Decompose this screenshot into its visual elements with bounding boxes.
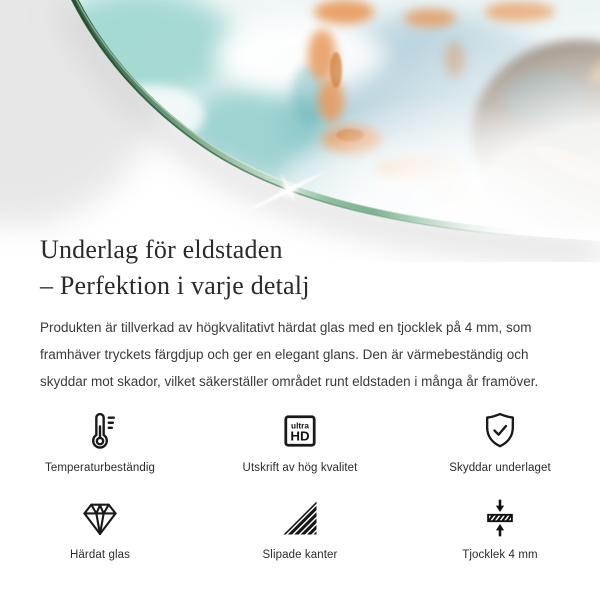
feature-temperature [0, 407, 200, 474]
feature-label: Skyddar underlaget [449, 462, 551, 474]
feature-protects [400, 407, 600, 474]
thermometer-icon [78, 407, 122, 453]
page-title [40, 232, 562, 304]
feature-thickness [400, 494, 600, 561]
feature-polished-edges [200, 494, 400, 561]
ultra-hd-icon [278, 407, 322, 453]
feature-label: Härdat glas [70, 549, 130, 561]
features-grid [0, 407, 600, 561]
feature-print-quality [200, 407, 400, 474]
page-title-line2: – Perfektion i varje detalj [40, 271, 310, 300]
feature-label: Slipade kanter [262, 549, 338, 561]
feature-label: Temperaturbeständig [45, 462, 155, 474]
feature-tempered-glass [0, 494, 200, 561]
ultra-hd-icon-text-bottom: HD [290, 428, 310, 444]
page-title-line1: Underlag för eldstaden [40, 235, 283, 264]
thickness-icon [478, 494, 522, 540]
diamond-icon [78, 494, 122, 540]
feature-label: Utskrift av hög kvalitet [242, 462, 358, 474]
beveled-edges-icon [278, 494, 322, 540]
ultra-hd-icon-text-top: ultra [291, 421, 309, 431]
product-description: Produkten är tillverkad av högkvalitativt härdat glas med en tjocklek på 4 mm, som framhäver tryckets färgdjup och ger en elegant glans. Den är värmebeständig och skyddar mot skador, vilket säkerställer området runt eldstaden i många år framöver. [40, 320, 539, 389]
shield-check-icon [478, 407, 522, 453]
feature-label: Tjocklek 4 mm [462, 549, 538, 561]
